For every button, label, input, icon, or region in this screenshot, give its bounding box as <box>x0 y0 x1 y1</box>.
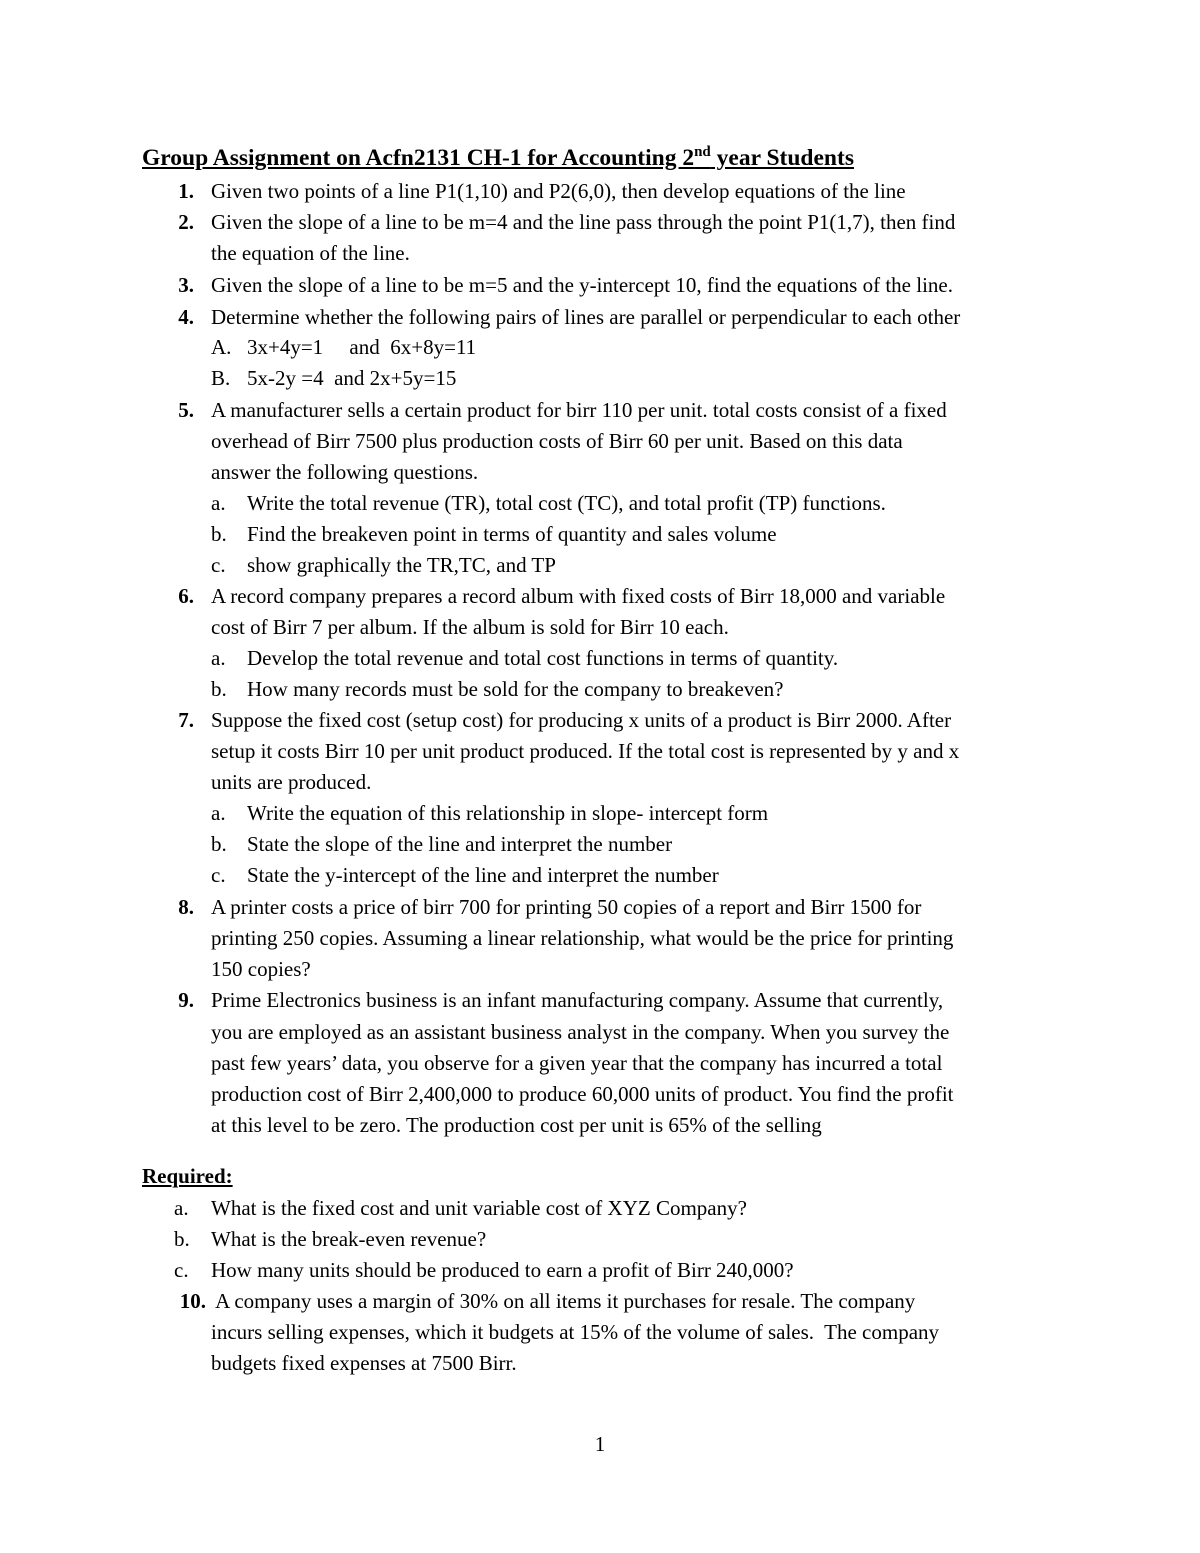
question-text: Determine whether the following pairs of lines are parallel or perpendicular to each other <box>211 305 961 329</box>
question-number: 6. <box>178 584 194 608</box>
question-text: A company uses a margin of 30% on all items it purchases for resale. The company <box>211 1289 916 1313</box>
sub-item-text: State the slope of the line and interpret the number <box>247 832 673 856</box>
question-number: 10. <box>179 1289 206 1313</box>
sub-item-letter: c. <box>174 1258 189 1282</box>
sub-item-text: What is the fixed cost and unit variable cost of XYZ Company? <box>211 1196 747 1220</box>
required-heading: Required: <box>142 1164 233 1188</box>
sub-item-text: show graphically the TR,TC, and TP <box>247 553 556 577</box>
sub-item-text: How many units should be produced to earn a profit of Birr 240,000? <box>211 1258 794 1282</box>
sub-item-letter: B. <box>211 366 231 390</box>
question-number: 3. <box>178 273 194 297</box>
sub-item-text: State the y-intercept of the line and interpret the number <box>247 863 719 887</box>
question-text: Suppose the fixed cost (setup cost) for producing x units of a product is Birr 2000. After <box>211 708 952 732</box>
question-number: 7. <box>178 708 194 732</box>
question-number: 2. <box>178 210 194 234</box>
question-number: 1. <box>178 179 194 203</box>
question-text: 150 copies? <box>211 957 311 981</box>
sub-item-letter: a. <box>211 646 226 670</box>
sub-item-text: 5x-2y =4 and 2x+5y=15 <box>247 366 457 390</box>
question-text: at this level to be zero. The production cost per unit is 65% of the selling <box>211 1113 822 1137</box>
question-text: the equation of the line. <box>211 241 410 265</box>
sub-item-text: How many records must be sold for the company to breakeven? <box>247 677 784 701</box>
question-text: answer the following questions. <box>211 460 479 484</box>
question-text: Given the slope of a line to be m=5 and the y-intercept 10, find the equations of the line. <box>211 273 953 297</box>
question-text: past few years’ data, you observe for a given year that the company has incurred a total <box>211 1051 943 1075</box>
question-text: Prime Electronics business is an infant manufacturing company. Assume that currently, <box>211 988 944 1012</box>
sub-item-letter: c. <box>211 553 226 577</box>
sub-item-text: What is the break-even revenue? <box>211 1227 487 1251</box>
sub-item-text: Write the total revenue (TR), total cost (TC), and total profit (TP) functions. <box>247 491 886 515</box>
sub-item-letter: a. <box>211 801 226 825</box>
question-text: incurs selling expenses, which it budgets at 15% of the volume of sales. The company <box>211 1320 940 1344</box>
question-text: Given the slope of a line to be m=4 and the line pass through the point P1(1,7), then find <box>211 210 956 234</box>
sub-item-letter: a. <box>211 491 226 515</box>
question-text: A manufacturer sells a certain product for birr 110 per unit. total costs consist of a fixed <box>211 398 947 422</box>
page-title: Group Assignment on Acfn2131 CH-1 for Accounting 2nd year Students <box>142 144 854 171</box>
sub-item-text: Develop the total revenue and total cost functions in terms of quantity. <box>247 646 839 670</box>
question-text: you are employed as an assistant business analyst in the company. When you survey the <box>211 1020 950 1044</box>
sub-item-text: Find the breakeven point in terms of quantity and sales volume <box>247 522 777 546</box>
sub-item-letter: A. <box>211 335 232 359</box>
sub-item-letter: c. <box>211 863 226 887</box>
sub-item-letter: b. <box>211 677 227 701</box>
sub-item-letter: b. <box>211 522 227 546</box>
question-number: 9. <box>178 988 194 1012</box>
question-text: setup it costs Birr 10 per unit product produced. If the total cost is represented by y and x <box>211 739 960 763</box>
question-number: 4. <box>178 305 194 329</box>
sub-item-letter: b. <box>174 1227 190 1251</box>
sub-item-text: Write the equation of this relationship in slope- intercept form <box>247 801 769 825</box>
page-number: 1 <box>594 1432 606 1456</box>
sub-item-letter: a. <box>174 1196 189 1220</box>
question-text: cost of Birr 7 per album. If the album is sold for Birr 10 each. <box>211 615 729 639</box>
question-text: budgets fixed expenses at 7500 Birr. <box>211 1351 517 1375</box>
question-text: A record company prepares a record album with fixed costs of Birr 18,000 and variable <box>211 584 946 608</box>
question-text: production cost of Birr 2,400,000 to produce 60,000 units of product. You find the profit <box>211 1082 954 1106</box>
sub-item-text: 3x+4y=1 and 6x+8y=11 <box>247 335 477 359</box>
question-number: 5. <box>178 398 194 422</box>
question-number: 8. <box>178 895 194 919</box>
question-text: overhead of Birr 7500 plus production costs of Birr 60 per unit. Based on this data <box>211 429 903 453</box>
sub-item-letter: b. <box>211 832 227 856</box>
question-text: printing 250 copies. Assuming a linear relationship, what would be the price for printing <box>211 926 954 950</box>
question-text: units are produced. <box>211 770 372 794</box>
question-text: A printer costs a price of birr 700 for printing 50 copies of a report and Birr 1500 for <box>211 895 922 919</box>
question-text: Given two points of a line P1(1,10) and P2(6,0), then develop equations of the line <box>211 179 906 203</box>
